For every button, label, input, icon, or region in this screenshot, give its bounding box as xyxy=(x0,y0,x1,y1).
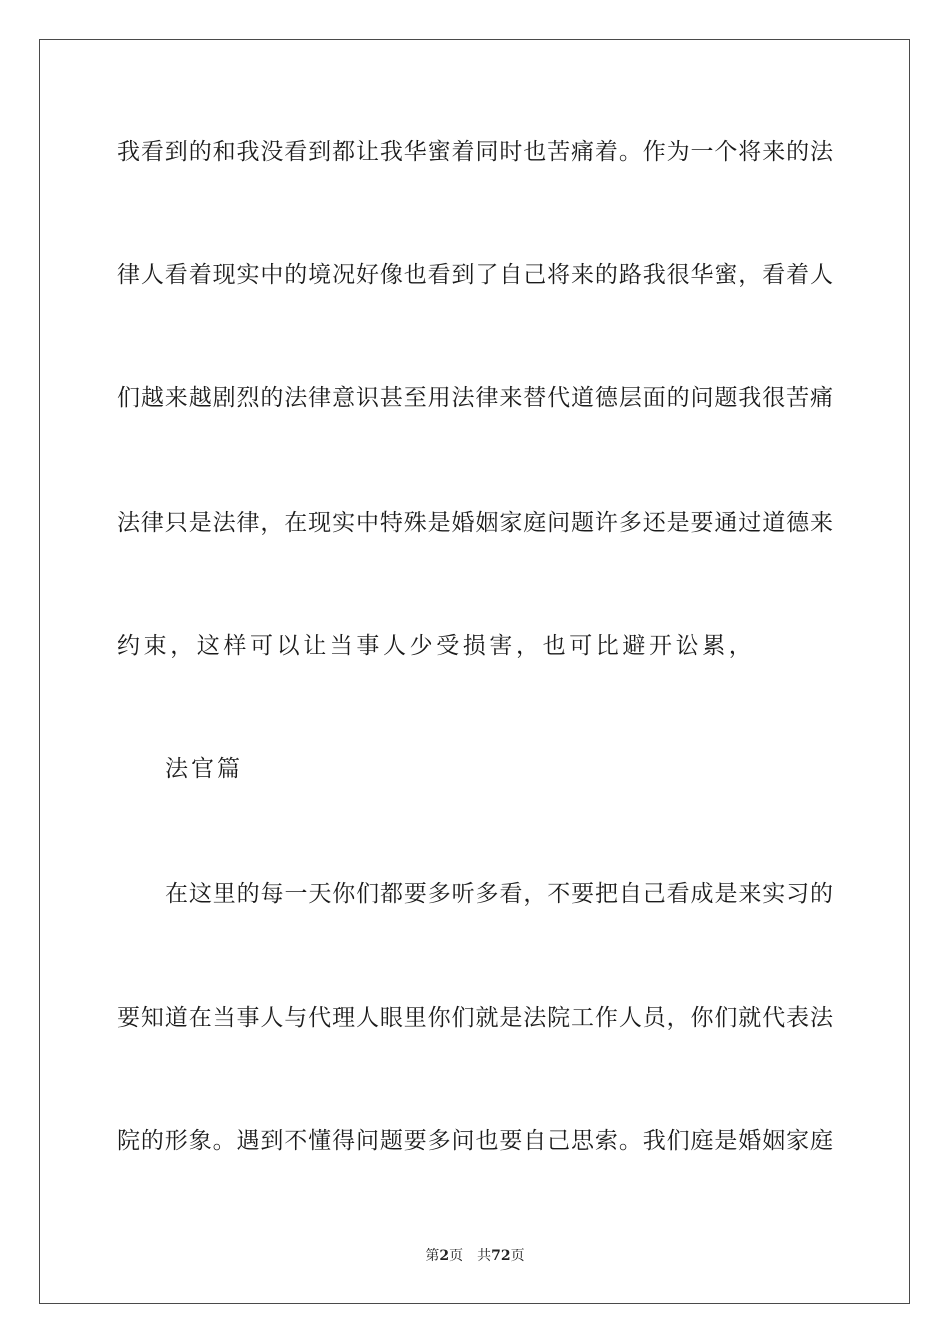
body-line-6: 在这里的每一天你们都要多听多看，不要把自己看成是来实习的 xyxy=(165,881,833,907)
section-heading: 法官篇 xyxy=(165,756,243,782)
body-line-7: 要知道在当事人与代理人眼里你们就是法院工作人员，你们就代表法 xyxy=(117,1005,833,1031)
body-line-8: 院的形象。遇到不懂得问题要多问也要自己思索。我们庭是婚姻家庭 xyxy=(117,1128,833,1154)
footer-total-pages: 72 xyxy=(491,1248,511,1264)
body-line-5: 约束，这样可以让当事人少受损害，也可比避开讼累， xyxy=(117,633,756,659)
footer-page-number: 2 xyxy=(439,1248,450,1264)
body-line-4: 法律只是法律，在现实中特殊是婚姻家庭问题许多还是要通过道德来 xyxy=(117,510,833,536)
body-line-2: 律人看着现实中的境况好像也看到了自己将来的路我很华蜜，看着人 xyxy=(117,262,833,288)
footer-page-prefix: 第 xyxy=(425,1248,440,1264)
footer-total-suffix: 页 xyxy=(510,1248,525,1264)
body-line-3: 们越来越剧烈的法律意识甚至用法律来替代道德层面的问题我很苦痛 xyxy=(117,385,833,411)
footer-total-prefix: 共 xyxy=(477,1248,492,1264)
body-line-1: 我看到的和我没看到都让我华蜜着同时也苦痛着。作为一个将来的法 xyxy=(117,139,833,165)
page-border xyxy=(39,39,910,1304)
page-footer xyxy=(0,1247,950,1265)
footer-page-suffix: 页 xyxy=(449,1248,464,1264)
